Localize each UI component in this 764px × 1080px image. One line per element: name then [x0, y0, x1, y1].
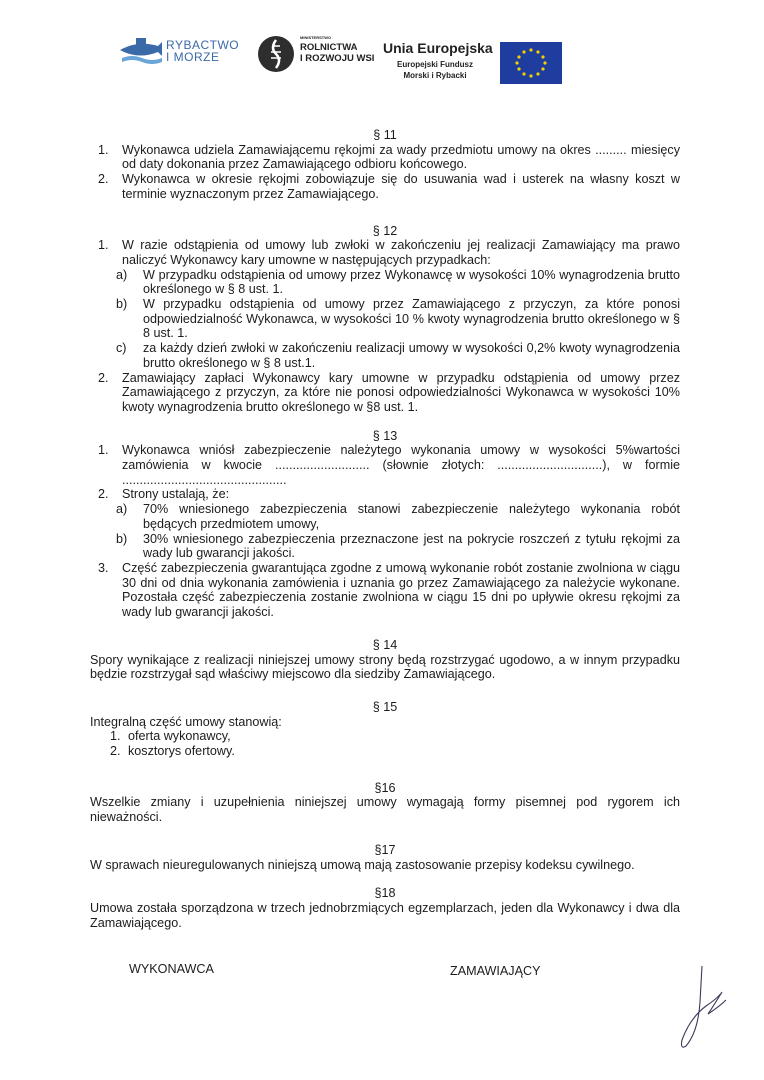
s15-item-2 — [110, 744, 680, 759]
s12-sub-a-text: W przypadku odstąpienia od umowy przez Wykonawcę w wysokości 10% wynagrodzenia brutto określonego w § 8 ust. 1. — [143, 267, 680, 297]
s16-text: Wszelkie zmiany i uzupełnienia niniejszej umowy wymagają formy pisemnej pod rygorem ich nieważności. — [90, 795, 680, 825]
ministry-small: MINISTERSTWO — [300, 35, 332, 40]
s13-sub-a — [110, 502, 680, 531]
section-12-title: § 12 — [372, 223, 398, 238]
document-body — [90, 128, 680, 930]
s11-item-2-text: Wykonawca w okresie rękojmi zobowiązuje się do usuwania wad i usterek na własny koszt w terminie wyznaczonym przez Zamawiającego. — [122, 172, 680, 201]
s12-sub-c-text: za każdy dzień zwłoki w zakończeniu realizacji umowy w wysokości 0,2% kwoty wynagrodzenia brutto określonego w § 8 ust.1. — [143, 341, 680, 370]
s12-sub-c-num: c) — [116, 341, 127, 356]
section-16-title: §16 — [374, 780, 396, 795]
s13-item-2 — [90, 487, 680, 502]
eu-stars-icon — [500, 42, 562, 84]
s14-text: Spory wynikające z realizacji niniejszej umowy strony będą rozstrzygać ugodowo, a w innym przypadku będzie rozstrzygał sąd właściwy miejscowo dla siedziby Zamawiającego. — [90, 652, 680, 682]
section-13-title: § 13 — [372, 428, 398, 443]
rybactwo-logo — [118, 36, 248, 68]
s13-item-3 — [90, 561, 680, 620]
rybactwo-line2: I MORZE — [166, 50, 220, 64]
s12-sub-b-num: b) — [116, 297, 128, 312]
handwritten-signature — [672, 962, 732, 1052]
s13-sub-a-text: 70% wniesionego zabezpieczenia stanowi zabezpieczenie należytego wykonania robót będących przedmiotem umowy, — [143, 502, 680, 531]
eu-line2: Morski i Rybacki — [403, 71, 467, 80]
fish-boat-icon — [118, 36, 164, 66]
s12-item-2 — [90, 371, 680, 415]
s12-item-2-num: 2. — [98, 370, 109, 385]
eu-flag — [500, 42, 562, 84]
header-logos — [118, 32, 568, 92]
ministry-line1: ROLNICTWA — [300, 42, 358, 53]
s13-item-2-text: Strony ustalają, że: — [122, 487, 230, 502]
s15-item-1 — [110, 729, 680, 744]
s12-sub-b-text: W przypadku odstąpienia od umowy przez Zamawiającego z przyczyn, za które ponosi odpowiedzialność Wykonawca, w wysokości 10 % kwoty wynagrodzenia brutto określonego w § 8 ust. 1. — [143, 297, 680, 341]
s12-item-1 — [90, 238, 680, 267]
eu-line1: Europejski Fundusz — [397, 60, 474, 69]
s13-sub-a-num: a) — [116, 502, 128, 517]
s13-item-3-num: 3. — [98, 560, 109, 575]
s11-item-2-num: 2. — [98, 172, 109, 187]
ministry-logo — [256, 32, 376, 76]
s13-item-1 — [90, 443, 680, 487]
s13-item-3-text: Część zabezpieczenia gwarantująca zgodne z umową wykonanie robót zostanie zwolniona w ciągu 30 dni od dnia wykonania zamówienia i uznania go przez Zamawiającego za należycie wykonane. Pozostała część zabezpieczenia zostanie zwolniona w ciągu 15 dni po upływie okresu rękojmi za wady lub gwarancji jakości. — [122, 560, 680, 620]
s13-item-1-num: 1. — [98, 443, 109, 458]
signature-label-client: ZAMAWIAJĄCY — [450, 964, 541, 978]
s11-item-1 — [90, 143, 680, 172]
s15-item-1-num: 1. — [110, 729, 121, 744]
s15-item-2-num: 2. — [110, 744, 121, 759]
ministry-line2: I ROZWOJU WSI — [300, 53, 375, 64]
s11-item-1-num: 1. — [98, 142, 109, 157]
s13-item-2-num: 2. — [98, 487, 109, 502]
section-17-title: §17 — [374, 842, 396, 857]
s12-item-1-num: 1. — [98, 238, 109, 253]
s13-sub-b — [110, 532, 680, 561]
s12-item-2-text: Zamawiający zapłaci Wykonawcy kary umowne w przypadku odstąpienia od umowy przez Zamawiającego z przyczyn, za które nie ponosi odpowiedzialności Wykonawca w wysokości 10% kwoty wynagrodzenia brutto określonego w §8 ust. 1. — [122, 370, 680, 414]
section-18-title: §18 — [374, 886, 396, 901]
s12-sub-a-num: a) — [116, 267, 128, 282]
section-14-title: § 14 — [372, 637, 398, 652]
section-11-title: § 11 — [373, 128, 397, 142]
s11-item-1-text: Wykonawca udziela Zamawiającemu rękojmi za wady przedmiotu umowy na okres ......... miesięcy od daty dokonania przez Zamawiającego odbioru końcowego. — [122, 142, 680, 172]
signature-label-contractor: WYKONAWCA — [129, 962, 214, 976]
eu-title: Unia Europejska — [383, 40, 493, 56]
s12-sub-c — [110, 341, 680, 370]
s17-text: W sprawach nieuregulowanych niniejszą umową mają zastosowanie przepisy kodeksu cywilnego. — [90, 857, 635, 872]
s11-item-2 — [90, 172, 680, 201]
rybactwo-line1: RYBACTWO — [166, 38, 240, 52]
s12-sub-a — [110, 268, 680, 297]
s15-item-1-text: oferta wykonawcy, — [128, 729, 231, 744]
s15-intro: Integralną część umowy stanowią: — [90, 714, 282, 729]
s13-sub-b-num: b) — [116, 531, 128, 546]
s15-item-2-text: kosztorys ofertowy. — [128, 744, 235, 759]
section-15-title: § 15 — [372, 699, 398, 714]
eu-logo — [383, 40, 568, 90]
wheat-emblem-icon — [256, 34, 296, 74]
s12-sub-b — [110, 297, 680, 341]
s18-text: Umowa została sporządzona w trzech jednobrzmiących egzemplarzach, jeden dla Wykonawcy i dwa dla Zamawiającego. — [90, 900, 680, 930]
s13-sub-b-text: 30% wniesionego zabezpieczenia przeznaczone jest na pokrycie roszczeń z tytułu rękojmi za wady lub gwarancji jakości. — [143, 531, 680, 561]
s12-item-1-text: W razie odstąpienia od umowy lub zwłoki w zakończeniu jej realizacji Zamawiający ma prawo naliczyć Wykonawcy kary umowne w następujących przypadkach: — [122, 238, 680, 267]
s13-item-1-text: Wykonawca wniósł zabezpieczenie należytego wykonania umowy w wysokości 5%wartości zamówienia w kwocie ........................... (słownie złotych: ..............................), w formie ............................................... — [122, 443, 680, 487]
